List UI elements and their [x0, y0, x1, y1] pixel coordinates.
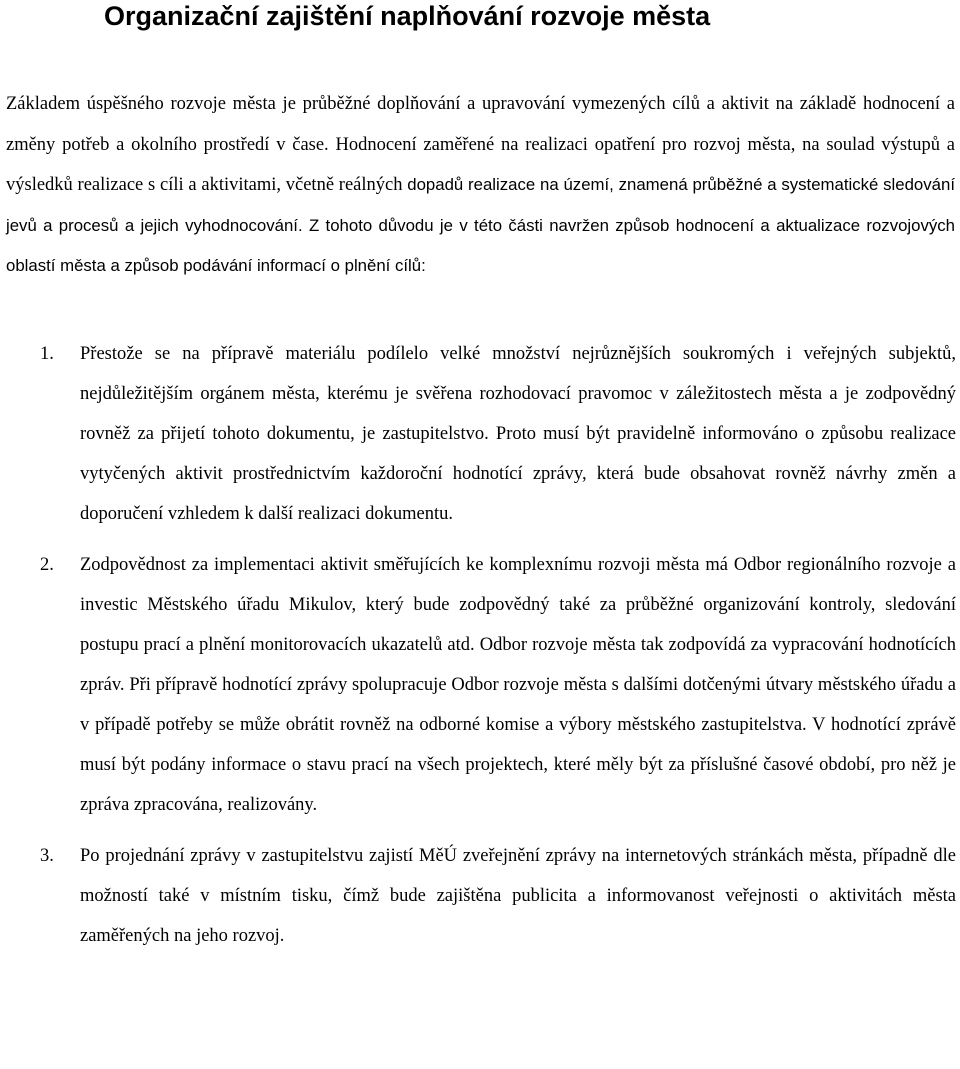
list-item [0, 334, 960, 534]
intro-text-sans: dopadů realizace na území, znamená průběžné a systematické sledování jevů a procesů a jejich vyhodnocování. Z tohoto důvodu je v této části navržen způsob hodnocení a aktualizace rozvojových oblastí města a způsob podávání informací o plnění cílů: [6, 175, 955, 275]
list-item-number: 3. [40, 846, 54, 866]
list-item [0, 545, 960, 825]
document-title: Organizační zajištění naplňování rozvoje města [104, 1, 711, 31]
list-item-text: Zodpovědnost za implementaci aktivit směřujících ke komplexnímu rozvoji města má Odbor regionálního rozvoje a investic Městského úřadu Mikulov, který bude zodpovědný také za průběžné organizování kontroly, sledování postupu prací a plnění monitorovacích ukazatelů atd. Odbor rozvoje města tak zodpovídá za vypracování hodnotících zpráv. Při přípravě hodnotící zprávy spolupracuje Odbor rozvoje města s dalšími dotčenými útvary městského úřadu a v případě potřeby se může obrátit rovněž na odborné komise a výbory městského zastupitelstva. V hodnotící zprávě musí být podány informace o stavu prací na všech projektech, které měly být za příslušné časové období, pro něž je zpráva zpracována, realizovány. [80, 555, 956, 815]
intro-text-serif: Základem úspěšného rozvoje města je průběžné doplňování a upravování vymezených cílů a aktivit na základě hodnocení a změny potřeb a okolního prostředí v čase. Hodnocení zaměřené na realizaci opatření pro rozvoj města, na soulad výstupů a výsledků realizace s cíli a aktivitami, včetně reálných [6, 94, 955, 195]
list-item [0, 836, 960, 956]
numbered-list [0, 334, 960, 956]
list-item-number: 1. [40, 344, 54, 364]
list-item-text: Přestože se na přípravě materiálu podílelo velké množství nejrůznějších soukromých i veřejných subjektů, nejdůležitějším orgánem města, kterému je svěřena rozhodovací pravomoc v záležitostech města a je zodpovědný rovněž za přijetí tohoto dokumentu, je zastupitelstvo. Proto musí být pravidelně informováno o způsobu realizace vytyčených aktivit prostřednictvím každoroční hodnotící zprávy, která bude obsahovat rovněž návrhy změn a doporučení vzhledem k další realizaci dokumentu. [80, 344, 956, 524]
intro-paragraph [6, 84, 955, 287]
list-item-number: 2. [40, 555, 54, 575]
list-item-text: Po projednání zprávy v zastupitelstvu zajistí MěÚ zveřejnění zprávy na internetových stránkách města, případně dle možností také v místním tisku, čímž bude zajištěna publicita a informovanost veřejnosti o aktivitách města zaměřených na jeho rozvoj. [80, 846, 956, 946]
